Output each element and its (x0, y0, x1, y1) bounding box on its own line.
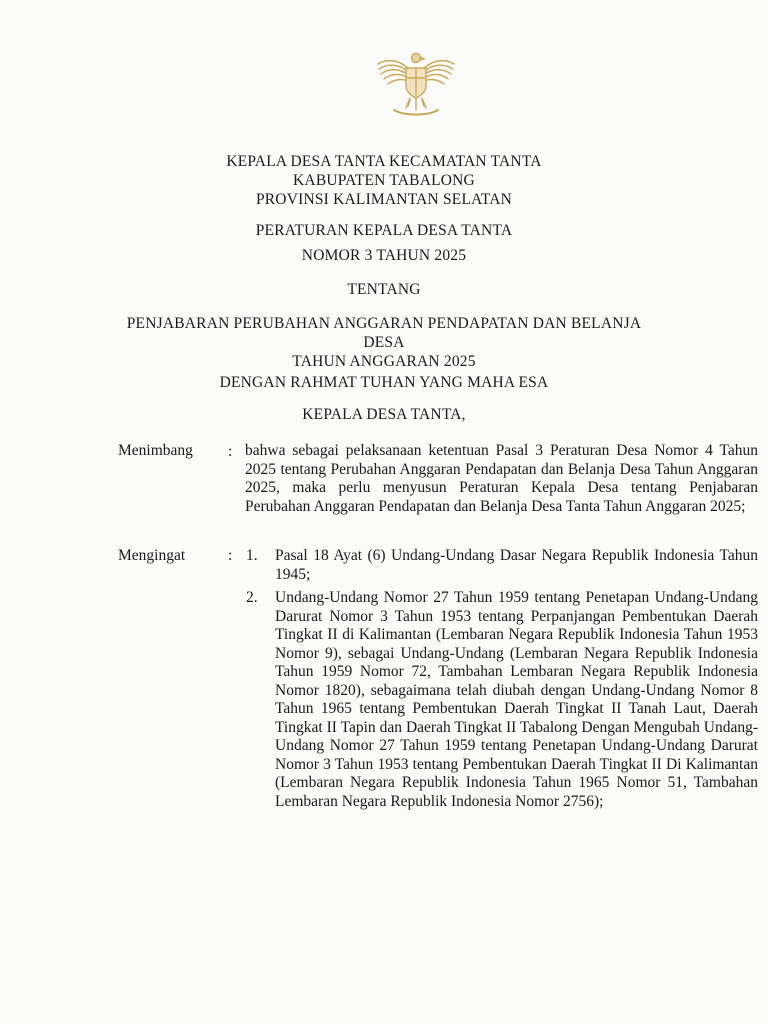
regulation-heading (0, 221, 768, 265)
regulation-number: NOMOR 3 TAHUN 2025 (301, 247, 467, 264)
mengingat-item-1-text: Pasal 18 Ayat (6) Undang-Undang Dasar Negara Republik Indonesia Tahun 1945; (275, 547, 758, 583)
mengingat-item-2-number: 2. (246, 589, 258, 606)
menimbang-label: Menimbang (118, 442, 193, 459)
office-line-village: KEPALA DESA TANTA KECAMATAN TANTA (226, 153, 542, 170)
authority-heading (0, 405, 768, 424)
garuda-emblem-icon (370, 48, 462, 120)
about-heading (0, 280, 768, 299)
office-header (0, 152, 768, 209)
blessing-heading (0, 373, 768, 392)
subject-line-1: PENJABARAN PERUBAHAN ANGGARAN PENDAPATAN DAN BELANJA (126, 315, 642, 332)
mengingat-label: Mengingat (118, 547, 186, 564)
subject-line-3: TAHUN ANGGARAN 2025 (292, 353, 476, 370)
mengingat-colon: : (228, 547, 233, 564)
blessing-text: DENGAN RAHMAT TUHAN YANG MAHA ESA (219, 374, 549, 391)
mengingat-item-2-text: Undang-Undang Nomor 27 Tahun 1959 tentang Penetapan Undang-Undang Darurat Nomor 3 Tahun 1953 tentang Perpanjangan Pembentukan Daerah Tingkat II di Kalimantan (Lembaran Negara Republik Indonesia Tahun 1953 Nomor 9), sebagai Undang-Undang (Lembaran Negara Republik Indonesia Tahun 1959 Nomor 72, Tambahan Lembaran Negara Republik Indonesia Nomor 1820), sebagaimana telah diubah dengan Undang-Undang Nomor 8 Tahun 1965 tentang Pembentukan Daerah Tingkat II Tanah Laut, Daerah Tingkat II Tapin dan Daerah Tingkat II Tabalong Dengan Mengubah Undang-Undang Nomor 27 Tahun 1959 tentang Penetapan Undang-Undang Darurat Nomor 3 Tahun 1953 tentang Pembentukan Daerah Tingkat II Di Kalimantan (Lembaran Negara Republik Indonesia Tahun 1965 Nomor 51, Tambahan Lembaran Negara Republik Indonesia Nomor 2756); (275, 589, 758, 810)
subject-heading (0, 314, 768, 371)
mengingat-item-1-number: 1. (246, 547, 258, 564)
office-line-province: PROVINSI KALIMANTAN SELATAN (255, 191, 513, 208)
regulation-title: PERATURAN KEPALA DESA TANTA (255, 222, 513, 239)
subject-line-2: DESA (363, 334, 405, 351)
authority-text: KEPALA DESA TANTA, (302, 406, 466, 423)
about-label: TENTANG (347, 281, 421, 298)
menimbang-text: bahwa sebagai pelaksanaan ketentuan Pasal 3 Peraturan Desa Nomor 4 Tahun 2025 tentang Perubahan Anggaran Pendapatan dan Belanja Desa Tahun Anggaran 2025, maka perlu menyusun Peraturan Kepala Desa tentang Penjabaran Perubahan Anggaran Pendapatan dan Belanja Desa Tanta Tahun Anggaran 2025; (245, 442, 758, 515)
menimbang-colon: : (228, 443, 233, 460)
office-line-regency: KABUPATEN TABALONG (293, 172, 475, 189)
